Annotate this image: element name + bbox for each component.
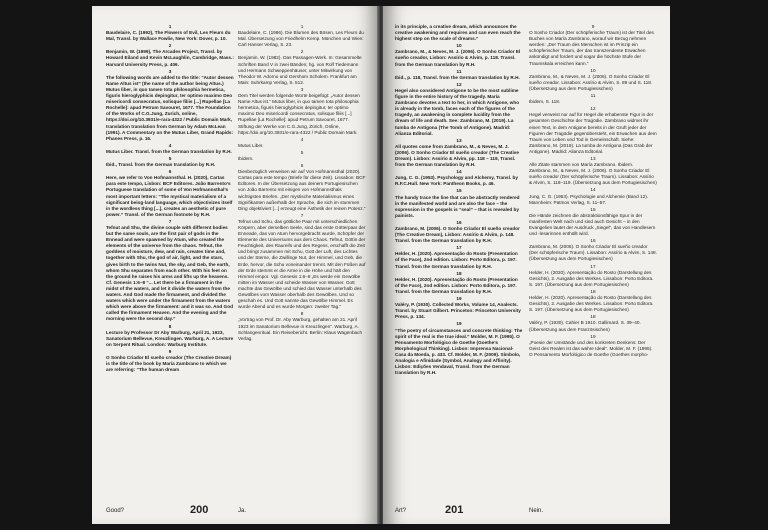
left-english-notes (106, 24, 234, 498)
footnote-text: Zambrano, M. (2006). O Sonho Criador El sueño creador (The Creative Dream), Lisbon: Assírio & Alvim, p. 148. Transl. from the German translation by R.H. (395, 226, 520, 244)
footnote-number: 10 (590, 67, 596, 73)
footnote-number: 14 (456, 169, 462, 175)
left-german-notes (238, 24, 366, 498)
footnote-number: 8 (300, 311, 304, 317)
footnote-text: Diesbezüglich verweisen wir auf Von Hofmannsthal (2020). Cartas para este tempo (Briefe für diese Zeit). Lissabon: BCF Editores. In der Übersetzung aus deinem Portugiesischen von João Barrento mit einigen von Hofmannsthals wichtigsten Briefen. „Der mystische Materialismus eines Signifikanten außerhalb der Sprache, die sich im stummen Ding objektiviert [...] erzeugt eine Ästhetik der reinen Potenz.“ (238, 169, 366, 211)
footnote-text: Hegel also considered Antigone to be the most sublime figure in the entire history of the tragedy. María Zambrano devotes a text to her, in which Antigone, who is already in the tomb, faces each of the figures of the tragedy, an awakening in complete lucidity from the dream of life and death. See: Zambrano, M. (2019). La tumba de Antígona (The Tomb of Antigone). Madrid: Alianza Editorial. (395, 87, 520, 136)
page-number-200: 200 (190, 504, 209, 516)
footnote-number: 16 (590, 238, 596, 244)
footnote-text: Jung, C. G. (1953). Psychology and Alchemy, Transl. by R.F.C.Hull. New York: Pantheon Books, p. 46. (395, 175, 518, 187)
footnote-text: Baudelaire, C. (1992), The Flowers of Evil, Les Fleurs du Mal, Transl. by Wallace Fowlie, New York: Dover, p. 10. (106, 30, 231, 42)
footnote-number: 18 (456, 270, 462, 276)
footnote-number: 13 (456, 137, 462, 143)
left-page-footer (92, 502, 379, 516)
footnote-number: 19 (456, 296, 462, 302)
footnote-text: Mutus Liber. Transl. from the German translation by R.H. (106, 148, 232, 154)
footer-word-ja: Ja. (238, 508, 247, 514)
footnote-number: 17 (590, 263, 596, 269)
footnote-text: Valéry, P. (1930). Collected Works, Volume 14, Analects. Transl. by Stuart Gilbert. Princeton: Princeton University Press, p. 134. (395, 302, 521, 320)
footnote-number: 9 (168, 348, 172, 354)
footnote-number: 11 (456, 68, 462, 74)
footnote-text: Dem Titel werden folgende Worte beigefügt: „Autor dessen Name Altus ist.“ Mutus liber, in quo tamen tota philosophia hermetica, figuris hieroglyphicis depingitur, ter optimo maximo Deo misericordi consecratus, solisque filiis [...] Rupellae [La Rochelle]: apud Petrum Savouret, 1677. Stiftung der Werke von C.G.Jung, Zürich, Online, https://doi.org/10.3931/e-rara-4322 / Public Domain Mark. (238, 93, 360, 135)
footnote-text: Alle Zitate stammen von María Zambrano. Ibidem. Zambrano, M., & Neves, M. J. (2006). O Sonho Criador El sueño creador (Der schöpferische Traum). Lissabon: Assírio & Alvim, S. 118–119. (Übersetzung aus dem Portugiesischen) (529, 162, 657, 186)
footnote-text: Zambrano, M., & Neves, M. J. (2006). O Sonho Criador El sueño creador, Lisbon: Assírio & Alvim, p. 118. Transl. from the German translation by R.H. (395, 49, 521, 67)
footnote-text: The handy trace the line that can be abstractly rendered in the manifested world and are also the face – the expression in the gospels is “seal” – that is revealed by painists. (395, 194, 520, 218)
footnote-text: Mutus Liber. (238, 142, 264, 148)
footnote-number: 17 (456, 245, 462, 251)
footnote-text: O Sonho Criador El sueño creador (The Creative Dream) is the title of the book by María Zambrano to which we are referring: “The human dream (106, 354, 232, 373)
footer-word-nein: Nein. (529, 508, 544, 514)
footnote-text: Here, we refer to Von Hofmannsthal. H. (2020), Cartas para este tempo, Lisbon: BCF Editores. João Barrento’s Portuguese translation of some of Von Hofmannsthal’s most important letters: “The mystical materialism of a significant being-land language, which objectivizes itself in the wordless thing [...], creates an aesthetic of pure power.” Transl. of the German footnote by R.H. (106, 175, 233, 217)
footnote-number: 15 (590, 206, 596, 212)
footnote-number: 3 (300, 86, 304, 92)
footnote-text: Zambrano, M., & Neves, M. J. (2006). O Sonho Criador El sueño creador. Lissabon: Assírio & Alvim, S. 89 und S. 118. (Übersetzung aus dem Portugiesischen) (529, 73, 653, 91)
footnote-text: Benjamin, W. (1999), The Arcades Project, Transl. by Howard Eiland and Kevin McLaughlin, Cambridge, Mass.: Harvard University Press, p. 406. (106, 49, 234, 67)
footnote-number: 19 (456, 321, 462, 327)
footnote-text: Valéry, P. (1930). Cahier B 1910. Gallimard. S. 39–40. (Übersetzung aus dem Französischen) (529, 320, 641, 332)
footnote-text: Zambrano, M. (2006). O Sonho Criador El sueño creador (Der schöpferische Traum). Lissabon: Assírio & Alvim, S. 148. (Übersetzung aus dem Portugiesischen) (529, 244, 657, 262)
footnote-text: “The poetry of circumstances and concrete thinking: The spirit of the real is the true ideal.” Molder, M. F. (1995). O Pensamento Morfológico de Goethe (Goethe’s Morphological Thinking). Lisbon: Imprensa Nacional-Casa da Moeda, p. 433. Cf. Molder, M. F. (2009). Símbolo, Analogia e Afinidade (Symbol, Analogy and Affinity). Lisbon: Edições Vendaval, Transl. from the German translation by R.H. (395, 327, 523, 376)
open-book (92, 6, 670, 524)
footnote-text: Jung, C. G. (1953). Psychologie und Alchemie (Band 12). Mannheim: Patmos Verlag, S. 11–57. (529, 193, 649, 205)
footnote-number: 12 (456, 81, 462, 87)
footnote-text: „Vortrag von Prof. Dr. Aby Warburg, gehalten am 21. April 1923 im Sanatorium Bellevue in Kreuzlingen“. Warburg, A. Schlangenritual. Ein Reisebericht. Berlin: Klaus Wagenbach Verlag. (238, 317, 363, 341)
footnote-text: Helder, H. (2020). Apresentação do Rosto (Darstellung des Gesichts), 2. Ausgabe des Werkes. Lissabon: Porto Editora. S. 197. (Übersetzung aus dem Portugiesischen) (529, 269, 654, 287)
footnote-number: 10 (456, 43, 462, 49)
left-page (92, 6, 379, 524)
footnote-text: Lecture by Professor Dr Aby Warburg, April 21, 1923, Sanatorium Bellevue, Kreuzlingen. Warburg, A. A Lecture on Serpent Ritual. London: Warburg Institute. (106, 329, 234, 347)
footnote-number: 1 (168, 24, 172, 29)
page-number-201: 201 (445, 504, 464, 516)
right-page (383, 6, 670, 524)
footnote-number: 6 (168, 169, 172, 175)
footnote-number: 5 (300, 149, 304, 155)
footnote-text: Tefnut and Shu, the divine couple with different bodies but the same souls, are the first pair of gods in the Ennead and were spawned by Atum, who created the elements of the universe from the chaos. Tefnut, the goddess of moisture, dew, and rain, creates time and, together with Shu, the god of air, light, and the stars, gives birth to the twins Nut, the sky, and Geb, the earth, whom Shu separates from each other. With his feet on the ground he raises his arms and lifts up the heavens. Cf. Genesis 1:6–8 “... Let there be a firmament in the midst of the waters, and let it divide the waters from the waters. And God made the firmament, and divided the waters which were under the firmament from the waters which were above the firmament: and it was so. And God called the firmament Heaven. And the evening and the morning were the second day.” (106, 225, 233, 322)
footnote-text: Helder, H. (2020). Apresentação do Rosto (Presentation of the Face), 2nd edition. Lisbon: Porto Editora, p. 197. Transl. from the German translation by R.H. (395, 251, 518, 269)
footnote-text: Ibid., Transl. from the German translation by R.H. (106, 162, 216, 168)
footnote-number: 14 (590, 187, 596, 193)
right-page-footer (383, 502, 670, 516)
footer-word-good: Good? (106, 508, 125, 514)
footnote-number: 15 (456, 188, 462, 194)
footnote-number: 7 (168, 218, 172, 224)
right-english-notes (395, 24, 523, 498)
footnote-number: 16 (456, 219, 462, 225)
footnote-text: Baudelaire, C. (1986). Die Blumen des Bösen, Les Fleurs du Mal. Übersetzung von Friedhelm Kemp. München und Wien: Carl Hanser Verlag, S. 23. (238, 30, 364, 48)
footnote-number: 18 (590, 288, 596, 294)
footnote-number: 4 (168, 142, 172, 148)
footnote-text: Helder, H. (2020). Apresentação do Rosto (Presentation of the Face), 2nd edition. Lisbon: Porto Editora, p. 197. Transl. from the German translation by R.H. (395, 276, 518, 294)
footnote-number: 13 (590, 155, 596, 161)
footnote-number: 12 (590, 106, 596, 112)
footnote-text: Ibidem. (238, 155, 254, 161)
footnote-number: 9 (591, 24, 595, 29)
footnote-number: 19 (590, 333, 596, 339)
footnote-number: 3 (168, 68, 172, 74)
footnote-text: Tefnut und Schu, das göttliche Paar mit unterschiedlichen Körpern, aber derselben Seele, sind das erste Götterpaar der Enneade, das von Atum hervorgebracht wurde, Schöpfer der Elemente des Universums aus dem Chaos. Tefnut, Göttin der Feuchtigkeit, des Raureifs und des Regens, erschafft die Zeit und bringt zusammen mit Schu, Gott der Luft, des Lichtes und der Sterne, die Zwillinge Nut, der Himmel, und Geb, die Erde, hervor, die Schu voneinander trennt. Mit den Füßen auf der Erde stemmt er die Arme in die Höhe und hält den Himmel empor. Vgl. Genesis 1:6–8 „Es werde ein Gewölbe mitten im Wasser und scheide Wasser von Wasser. Gott machte das Gewölbe und schied das Wasser unterhalb des Gewölbes vom Wasser oberhalb des Gewölbes. Und so geschah es. Und Gott nannte das Gewölbe Himmel. Es wurde Abend und es wurde Morgen: zweiter Tag.“ (238, 218, 366, 310)
footnote-number: 8 (168, 323, 172, 329)
footnote-text: Helder, H. (2020). Apresentação do Rosto (Darstellung des Gesichts), 2. Ausgabe des Werkes. Lissabon: Porto Editora. S. 197. (Übersetzung aus dem Portugiesischen) (529, 295, 654, 313)
footnote-text: The following words are added to the title: “Autor dessen Name Altus ist” (the name of the author being Altus.) Mutus liber, in quo tamen tota philosophia hermetica, figuris hieroglyphicis depingitur, ter optimo maximo Deo misericordi consecratus, solisque filiis [...] Rupellae [La Rochelle]: apud Petrum Savouret, 1677. The Foundation of the Works of C.G.Jung, Zurich, online, https://doi.org/10.3931/e-rara-4322 / Public Domain Mark, translation translation from German by Adam McLean (1991). A Commentary on the Mutus Liber, Grand Rapids: Phanes Press, p. 16. (106, 74, 234, 141)
footnote-number: 7 (300, 212, 304, 218)
footnote-number: 4 (300, 136, 304, 142)
footnote-text: Die Hände zeichnen die abstraktionsfähige Spur in der manifesten Welt nach und sind auch Gesicht – in den Evangelien lautet der Ausdruck „Siegel“, das von Handlesern und -lesarinnen enthüllt wird. (529, 212, 656, 237)
right-german-notes (529, 24, 657, 498)
footnote-text: Ibid., p. 118, Transl. from the German translation by R.H. (395, 74, 520, 80)
footer-word-art: Art? (395, 508, 407, 514)
footnote-number: 11 (590, 93, 596, 99)
footnote-text: Hegel verweist nur auf für Hegel die erhabenste Figur in der gesamten Geschichte der Tragödie. Zambrano widmet ihr einen Text, in dem Antigone bereits in der Gruft jeder der Figuren der Tragödie gegenübersteht, ein Erwachen aus dem Traum von Leben und Tod in Gemeinschaft. Siehe: Zambrano, M. (2019). La tumba de Antígona (Das Grab der Antigone). Madrid: Alianza Editorial. (529, 112, 657, 154)
footnote-text: „Poesie der Umstände und des konkreten Denkens: Der Geist des Realen ist das wahre Ideal“. Molder, M. F. (1995). O Pensamento Morfológico de Goethe (Goethes morpho- (529, 339, 653, 357)
footnote-number: 18 (590, 314, 596, 320)
footnote-text: O Sonho Criador (Der schöpferische Traum) ist der Titel des Buches von María Zambrano, worauf wir Bezug nehmen werden: „Der Traum des Menschen ist im Prinzip ein schöpferischer Traum, der das transzendente Erwachen ankündigt und fordert und sogar die höchste Stufe der Traumskala erreichen kann.“ (529, 30, 654, 66)
footnote-number: 5 (168, 155, 172, 161)
footnote-number: 6 (300, 163, 304, 169)
footnote-number: 1 (300, 24, 304, 29)
footnote-text: Ibidem, S. 118. (529, 99, 561, 105)
footnote-text: Benjamin, W. (1982). Das Passagen-Werk. In: Gesammelte Schriften Band V in zwei Bänden; hg. von Rolf Tiedemann und Hermann Schweppenhäuser, unter Mitwirkung von Theodor W. Adorno und Gershom Scholem. Frankfurt am Main: Suhrkamp Verlag, S. 512. (238, 55, 362, 85)
footnote-number: 2 (300, 49, 304, 55)
footnote-text: in its principle, a creative dream, which announces the creative awakening and requires and can even reach the highest step on the scale of dreams.” (395, 24, 521, 42)
footnote-text: All quotes come from Zambrano, M., & Neves, M. J. (2006). O Sonho Criador El sueño creador (The Creative Dream). Lisbon: Assírio & Alvim, pp. 118 – 119, Transl. from the German translation by R.H. (395, 143, 519, 168)
footnote-number: 2 (168, 43, 172, 49)
